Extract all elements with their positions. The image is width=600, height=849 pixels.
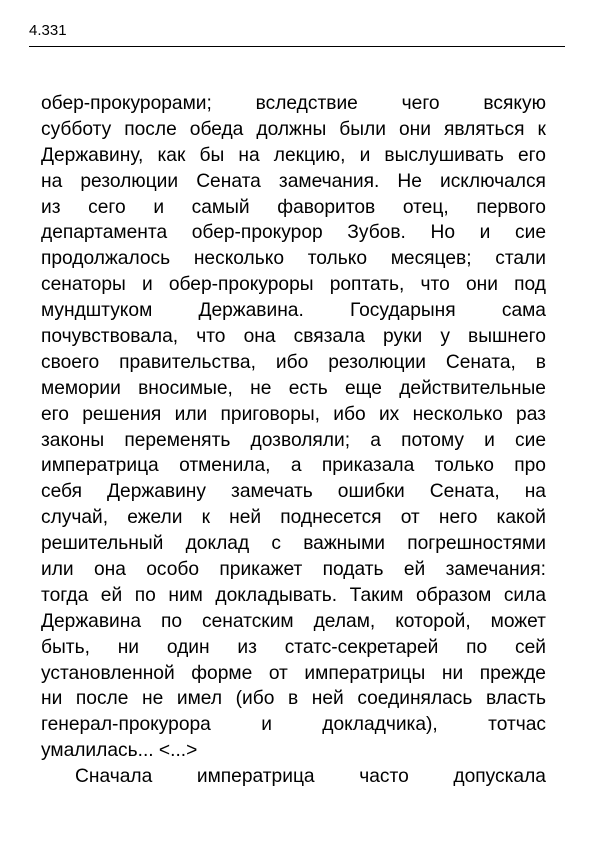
text-line	[41, 91, 546, 117]
word: исключался	[440, 170, 546, 192]
word: самый	[191, 196, 250, 218]
word: приговоры,	[220, 403, 321, 425]
word: из	[237, 636, 257, 658]
word: после	[124, 118, 177, 140]
word: от	[268, 662, 288, 684]
page-number: 4.331	[29, 22, 67, 39]
text-line	[41, 117, 546, 143]
word: она	[93, 559, 126, 581]
word: всякую	[483, 93, 546, 114]
word: Сената	[196, 170, 261, 192]
word: связала	[293, 326, 365, 348]
word: него	[438, 507, 478, 529]
word: мемории	[41, 377, 121, 399]
word: бы	[199, 144, 225, 166]
text-line	[41, 453, 546, 479]
word: она	[243, 326, 276, 348]
word: только	[307, 248, 368, 270]
text-line	[41, 143, 546, 169]
word: почувствовала,	[41, 326, 179, 348]
word: не	[142, 688, 164, 710]
word: руки	[383, 326, 423, 348]
word: особо	[146, 559, 200, 581]
word: ни	[41, 688, 63, 710]
word: своего	[41, 351, 100, 373]
word: замечать	[231, 481, 313, 503]
text-line	[41, 764, 546, 790]
word: ни	[441, 662, 464, 684]
text-line	[41, 272, 546, 298]
word: поднесется	[280, 507, 382, 529]
word: мундштуком	[41, 300, 153, 322]
word: чего	[401, 93, 440, 114]
text-line	[41, 712, 546, 738]
word: его	[518, 144, 546, 166]
word: по	[134, 584, 156, 606]
body-text	[41, 91, 546, 790]
word: Не	[397, 170, 422, 192]
text-line	[41, 169, 546, 195]
word: или	[174, 403, 208, 425]
text-line: умалилась... <...>	[41, 740, 198, 762]
word: допускала	[453, 766, 546, 788]
text-line	[41, 195, 546, 221]
word: может	[490, 610, 546, 632]
word: императрицы	[304, 662, 426, 684]
word: в	[287, 688, 299, 710]
word: под	[514, 274, 546, 296]
word: или	[41, 559, 74, 581]
word: к	[537, 118, 546, 140]
text-line	[41, 583, 546, 609]
word: и	[141, 274, 153, 296]
text-line	[41, 661, 546, 687]
word: какой	[496, 507, 546, 529]
word: еще	[345, 377, 382, 399]
word: сенатским	[202, 610, 294, 632]
word: Но	[430, 222, 456, 244]
word: подать	[322, 559, 384, 581]
word: субботу	[41, 118, 112, 140]
word: а	[290, 455, 302, 477]
word: решительный	[41, 533, 164, 555]
word: резолюции	[328, 351, 426, 373]
word: приказала	[321, 455, 415, 477]
text-line	[41, 428, 546, 454]
word: обеда	[189, 118, 244, 140]
word: департамента	[41, 222, 168, 244]
word: по	[466, 636, 488, 658]
word: и	[153, 196, 165, 218]
word: они	[398, 118, 431, 140]
word: месяцев;	[390, 248, 472, 270]
text-line	[41, 686, 546, 712]
word: роптать,	[329, 274, 405, 296]
word: к	[201, 507, 211, 529]
word: ей	[100, 584, 123, 606]
word: его	[41, 403, 69, 425]
word: ежели	[127, 507, 183, 529]
word: сила	[503, 584, 546, 606]
word: стали	[495, 248, 546, 270]
word: которой,	[395, 610, 471, 632]
word: как	[157, 144, 186, 166]
header-divider	[29, 46, 565, 47]
text-line	[41, 220, 546, 246]
word: делам,	[313, 610, 376, 632]
word: себя	[41, 481, 83, 503]
word: сей	[515, 636, 546, 658]
word: статс-секретарей	[284, 636, 439, 658]
text-line	[41, 324, 546, 350]
word: от	[400, 507, 420, 529]
word: были	[339, 118, 386, 140]
word: выслушивать	[384, 144, 504, 166]
word: прикажет	[219, 559, 303, 581]
word: императрица	[196, 766, 315, 788]
word: власть	[485, 688, 546, 710]
word: докладчика),	[322, 714, 438, 736]
word: императрица	[41, 455, 159, 477]
word: что	[420, 274, 450, 296]
text-line	[41, 402, 546, 428]
word: сего	[88, 196, 126, 218]
word: и	[359, 144, 371, 166]
word: на	[524, 481, 546, 503]
word: про	[514, 455, 546, 477]
text-line	[41, 376, 546, 402]
word: тотчас	[488, 714, 546, 736]
text-line	[41, 505, 546, 531]
word: образом	[416, 584, 492, 606]
word: Державину	[107, 481, 206, 503]
word: Сначала	[75, 766, 153, 788]
word: Сената,	[429, 481, 500, 503]
text-line	[41, 350, 546, 376]
word: законы	[41, 429, 105, 451]
word: отменила,	[179, 455, 271, 477]
word: после	[75, 688, 129, 710]
word: на	[238, 144, 260, 166]
word: Сената,	[445, 351, 516, 373]
text-line	[41, 531, 546, 557]
word: ней	[311, 688, 344, 710]
text-line	[41, 557, 546, 583]
word: а	[370, 429, 381, 451]
word: и	[261, 714, 272, 736]
word: обер-прокурорами;	[41, 93, 212, 114]
word: должны	[256, 118, 327, 140]
word: что	[196, 326, 226, 348]
word: несколько	[412, 403, 503, 425]
word: Таким	[349, 584, 404, 606]
word: тогда	[41, 584, 89, 606]
word: вышнего	[468, 326, 546, 348]
word: сие	[515, 429, 546, 451]
word: Державину,	[41, 144, 144, 166]
word: в	[535, 351, 546, 373]
word: с	[271, 533, 281, 555]
text-line	[41, 298, 546, 324]
word: генерал-прокурора	[41, 714, 211, 736]
word: часто	[359, 766, 409, 788]
word: имел	[176, 688, 223, 710]
word: (ибо	[235, 688, 275, 710]
word: отец,	[402, 196, 449, 218]
word: обер-прокуроры	[168, 274, 314, 296]
text-line	[41, 635, 546, 661]
word: переменять	[124, 429, 231, 451]
word: быть,	[41, 636, 90, 658]
word: вносимые,	[138, 377, 233, 399]
word: резолюции	[80, 170, 179, 192]
text-line	[41, 479, 546, 505]
text-line	[41, 609, 546, 635]
word: первого	[476, 196, 546, 218]
word: и	[479, 222, 491, 244]
word: обер-прокурор	[191, 222, 323, 244]
word: докладывать.	[215, 584, 338, 606]
word: ни	[117, 636, 140, 658]
word: продолжалось	[41, 248, 171, 270]
word: Державина.	[198, 300, 304, 322]
word: Государыня	[350, 300, 456, 322]
word: ей	[403, 559, 426, 581]
word: из	[41, 196, 61, 218]
word: ним	[168, 584, 203, 606]
word: замечания.	[278, 170, 380, 192]
word: их	[378, 403, 400, 425]
word: установленной	[41, 662, 175, 684]
word: раз	[516, 403, 546, 425]
word: погрешностями	[407, 533, 546, 555]
word: случай,	[41, 507, 109, 529]
word: замечания:	[445, 559, 546, 581]
word: лекцию,	[273, 144, 346, 166]
word: есть	[288, 377, 328, 399]
word: прежде	[479, 662, 546, 684]
word: ней	[229, 507, 262, 529]
word: ибо	[333, 403, 366, 425]
word: только	[434, 455, 494, 477]
word: на	[41, 170, 63, 192]
word: ибо	[275, 351, 309, 373]
word: не	[250, 377, 272, 399]
word: по	[161, 610, 183, 632]
word: несколько	[193, 248, 285, 270]
text-line	[41, 246, 546, 272]
word: вследствие	[255, 93, 358, 114]
word: важными	[303, 533, 385, 555]
word: и	[484, 429, 495, 451]
word: являться	[444, 118, 525, 140]
word: дозволяли;	[250, 429, 351, 451]
word: соединялась	[357, 688, 473, 710]
word: сие	[515, 222, 546, 244]
word: один	[166, 636, 210, 658]
word: доклад	[185, 533, 250, 555]
word: решения	[82, 403, 162, 425]
word: сама	[501, 300, 546, 322]
word: ошибки	[337, 481, 405, 503]
word: потому	[401, 429, 464, 451]
word: правительства,	[119, 351, 256, 373]
word: у	[440, 326, 450, 348]
word: форме	[191, 662, 253, 684]
word: фаворитов	[277, 196, 376, 218]
word: действительные	[399, 377, 546, 399]
word: Державина	[41, 610, 142, 632]
word: они	[465, 274, 498, 296]
word: сенаторы	[41, 274, 126, 296]
word: Зубов.	[347, 222, 406, 244]
